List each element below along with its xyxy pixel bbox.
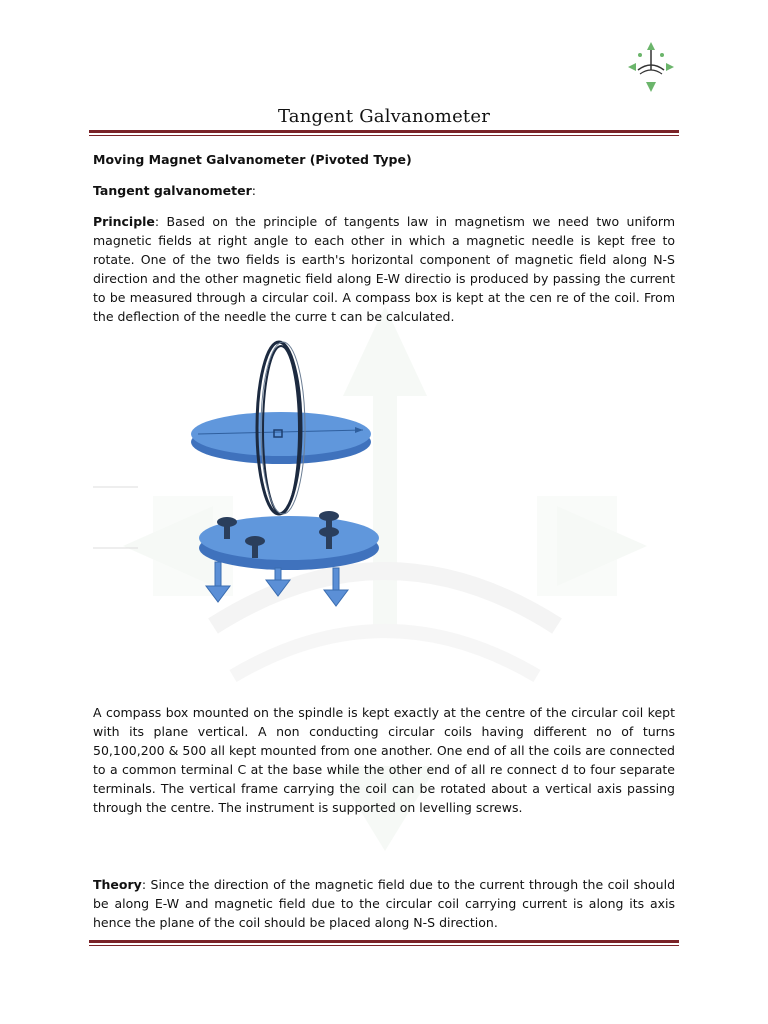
theory-text: : Since the direction of the magnetic field due to the current through the coil should be along E-W and magnetic field due to the circular coil carrying current is along its axis hence the plane of the coil should be placed along N-S direction. bbox=[93, 877, 675, 930]
header-rule bbox=[89, 130, 679, 136]
subheading-tangent-galvanometer: Tangent galvanometer bbox=[93, 183, 252, 198]
subheading-colon: : bbox=[251, 183, 256, 198]
theory-label: Theory bbox=[93, 877, 142, 892]
subheading: Moving Magnet Galvanometer (Pivoted Type) bbox=[93, 152, 412, 167]
page-title: Tangent Galvanometer bbox=[277, 106, 491, 127]
principle-label: Principle bbox=[93, 214, 155, 229]
galvanometer-figure bbox=[93, 330, 413, 620]
logo-icon bbox=[620, 40, 682, 94]
theory-paragraph bbox=[93, 875, 675, 932]
description-paragraph: A compass box mounted on the spindle is kept exactly at the centre of the circular coil kept with its plane vertical. A non conducting circular coils having different no of turns 50,100,200 & 500 all kept mounted from one another. One end of all the coils are connected to a common terminal C at the base while the other end of all re connect d to four separate terminals. The vertical frame carrying the coil can be rotated about a vertical axis passing through the centre. The instrument is supported on levelling screws. bbox=[93, 705, 675, 815]
principle-paragraph bbox=[93, 212, 675, 326]
principle-text: : Based on the principle of tangents law in magnetism we need two uniform magnetic fields at right angle to each other in which a magnetic needle is kept free to rotate. One of the two fields is earth's horizontal component of magnetic field along N-S direction and the other magnetic field along E-W directio is produced by passing the current to be measured through a circular coil. A compass box is kept at the cen re of the coil. From the deflection of the needle the curre t can be calculated. bbox=[93, 214, 675, 324]
footer-rule bbox=[89, 940, 679, 946]
